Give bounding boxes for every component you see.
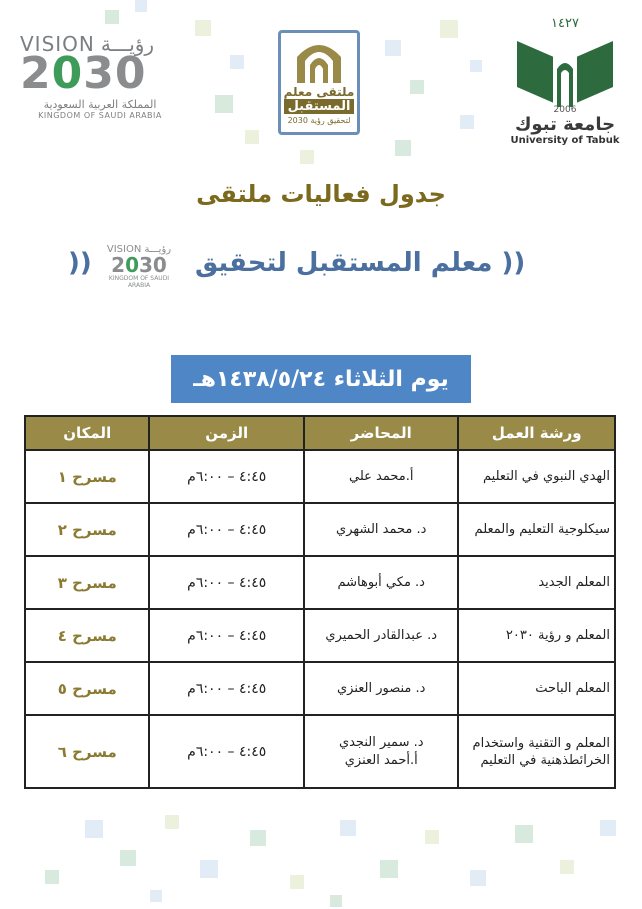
page-title: جدول فعاليات ملتقى	[196, 180, 446, 208]
place-cell: مسرح ٥	[25, 662, 149, 715]
workshop-cell: المعلم الباحث	[458, 662, 615, 715]
vision-2030-mini-logo	[98, 244, 180, 294]
time-cell: ٤:٤٥ – ٦:٠٠م	[149, 609, 304, 662]
time-cell: ٤:٤٥ – ٦:٠٠م	[149, 556, 304, 609]
time-cell: ٤:٤٥ – ٦:٠٠م	[149, 450, 304, 503]
workshop-cell: الهدي النبوي في التعليم	[458, 450, 615, 503]
date-banner: يوم الثلاثاء ١٤٣٨/٥/٢٤هـ	[171, 355, 471, 403]
workshop-cell: سيكلوجية التعليم والمعلم	[458, 503, 615, 556]
vision-2030-logo	[20, 32, 180, 137]
mini-vision-number: 2030	[111, 253, 167, 277]
tabuk-logo-year-hijri: ١٤٢٧	[551, 16, 579, 31]
forum-logo-line1: ملتقى معلم	[283, 85, 355, 99]
place-cell: مسرح ٤	[25, 609, 149, 662]
tabuk-logo-name-ar: جامعة تبوك	[514, 114, 616, 135]
place-cell: مسرح ٣	[25, 556, 149, 609]
presenter-name-2: أ.أحمد العنزي	[344, 752, 418, 768]
forum-logo-line3: لتحقيق رؤية 2030	[287, 116, 351, 125]
presenter-cell: د. منصور العنزي	[304, 662, 459, 715]
header-time: الزمن	[149, 416, 304, 450]
table-row	[25, 503, 615, 556]
table-header-row	[25, 416, 615, 450]
header-presenter: المحاضر	[304, 416, 459, 450]
presenter-cell	[304, 715, 459, 788]
vision-logo-en: VISION	[20, 32, 95, 56]
workshop-cell: المعلم و التقنية واستخدام الخرائطذهنية في التعليم	[458, 715, 615, 788]
table-row	[25, 450, 615, 503]
tabuk-logo-year: 2006	[553, 105, 577, 115]
place-cell: مسرح ٢	[25, 503, 149, 556]
time-cell: ٤:٤٥ – ٦:٠٠م	[149, 662, 304, 715]
table-row	[25, 662, 615, 715]
forum-logo	[278, 30, 360, 135]
vision-logo-ar: رؤيـــة	[100, 32, 155, 56]
workshop-cell: المعلم الجديد	[458, 556, 615, 609]
presenter-cell: أ.محمد علي	[304, 450, 459, 503]
table-row	[25, 609, 615, 662]
vision-logo-number: 2030	[20, 48, 147, 99]
header-workshop: ورشة العمل	[458, 416, 615, 450]
presenter-name: د. سمير النجدي	[338, 734, 424, 750]
subtitle-closing-brackets: ))	[68, 248, 92, 278]
place-cell: مسرح ١	[25, 450, 149, 503]
forum-logo-line2: المستقبل	[284, 99, 355, 114]
place-cell: مسرح ٦	[25, 715, 149, 788]
vision-logo-sub-en: KINGDOM OF SAUDI ARABIA	[38, 111, 162, 120]
vision-logo-sub-ar: المملكة العربية السعودية	[43, 98, 157, 111]
university-of-tabuk-logo	[505, 16, 625, 156]
page-subtitle: (( معلم المستقبل لتحقيق	[195, 248, 526, 278]
presenter-cell: د. مكي أبوهاشم	[304, 556, 459, 609]
presenter-cell: د. عبدالقادر الحميري	[304, 609, 459, 662]
workshop-cell: المعلم و رؤية ٢٠٣٠	[458, 609, 615, 662]
table-row	[25, 556, 615, 609]
time-cell: ٤:٤٥ – ٦:٠٠م	[149, 715, 304, 788]
arch-icon	[293, 39, 345, 83]
time-cell: ٤:٤٥ – ٦:٠٠م	[149, 503, 304, 556]
table-row	[25, 715, 615, 788]
presenter-cell: د. محمد الشهري	[304, 503, 459, 556]
header-place: المكان	[25, 416, 149, 450]
schedule-table	[24, 415, 616, 789]
tabuk-emblem-icon	[513, 31, 617, 107]
mini-vision-text: VISION رؤيـــة	[106, 244, 172, 255]
tabuk-logo-name-en: University of Tabuk	[510, 135, 620, 146]
mini-vision-sub: KINGDOM OF SAUDI ARABIA	[108, 275, 170, 289]
